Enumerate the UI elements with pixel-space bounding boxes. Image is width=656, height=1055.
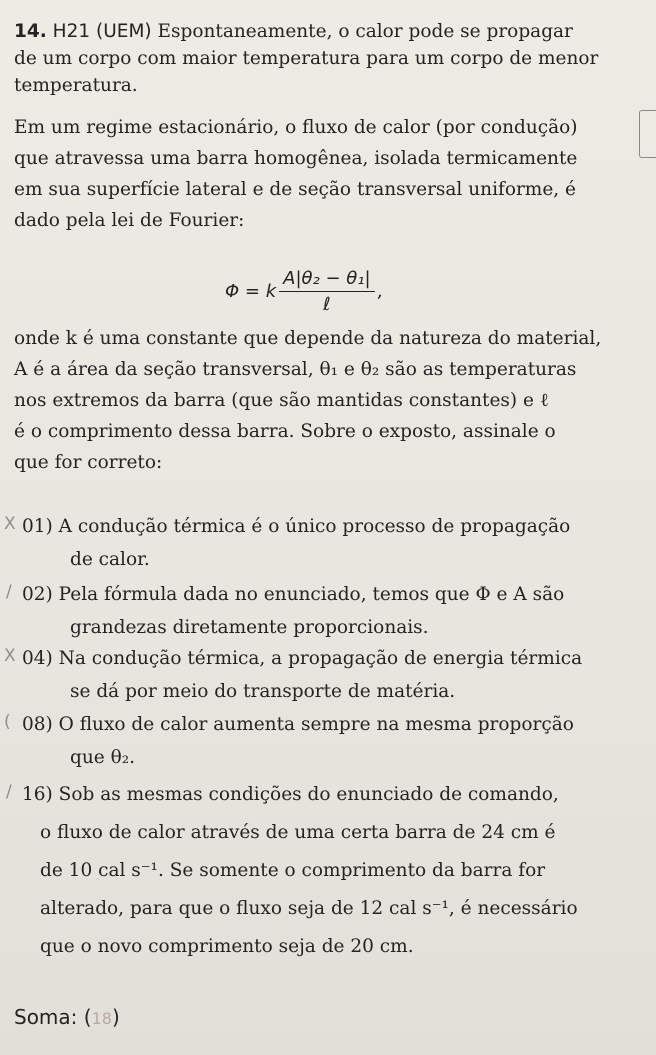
formula-fraction	[279, 268, 374, 315]
formula-numerator: A|θ₂ − θ₁|	[279, 268, 374, 292]
handwritten-mark-04: X	[4, 646, 16, 666]
alternative-line: se dá por meio do transporte de matéria.	[70, 681, 456, 702]
alternative-01[interactable]	[22, 510, 637, 576]
alternative-code: 08)	[22, 714, 53, 735]
soma-value: 18	[91, 1009, 112, 1028]
alternative-line: A condução térmica é o único processo de propagação	[58, 516, 571, 537]
soma-close-paren: )	[111, 1005, 120, 1029]
explanation-line-4: que for correto:	[14, 452, 163, 473]
alternative-02[interactable]	[22, 578, 637, 644]
question-header	[14, 18, 644, 99]
handwritten-mark-02: /	[6, 582, 12, 602]
alternative-line: Na condução térmica, a propagação de energia térmica	[58, 648, 583, 669]
alternative-line: alterado, para que o fluxo seja de 12 cal s⁻¹, é necessário	[40, 898, 578, 919]
handwritten-mark-08: (	[4, 712, 11, 732]
alternative-08[interactable]	[22, 708, 637, 774]
fourier-paragraph	[14, 112, 639, 236]
soma-label: Soma:	[14, 1005, 78, 1029]
alternative-line: que θ₂.	[70, 747, 136, 768]
alternative-line: Sob as mesmas condições do enunciado de comando,	[58, 784, 559, 805]
intro-line-0: Espontaneamente, o calor pode se propagar	[157, 21, 573, 42]
fourier-formula	[225, 268, 383, 315]
formula-trailing: ,	[377, 281, 384, 302]
alternative-line: que o novo comprimento seja de 20 cm.	[40, 936, 414, 957]
explanation-line-2: nos extremos da barra (que são mantidas constantes) e ℓ	[14, 390, 549, 411]
page-edge-tab	[639, 110, 656, 158]
paragraph-line-3: dado pela lei de Fourier:	[14, 210, 245, 231]
alternative-line: O fluxo de calor aumenta sempre na mesma proporção	[58, 714, 574, 735]
handwritten-mark-16: /	[6, 782, 12, 802]
alternative-line: de calor.	[70, 549, 150, 570]
alternative-code: 01)	[22, 516, 53, 537]
alternative-line: o fluxo de calor através de uma certa barra de 24 cm é	[40, 822, 556, 843]
soma-answer[interactable]	[14, 1005, 120, 1029]
alternative-code: 04)	[22, 648, 53, 669]
explanation-paragraph	[14, 323, 639, 478]
alternative-16[interactable]	[22, 776, 637, 966]
soma-open-paren: (	[83, 1005, 92, 1029]
alternative-line: grandezas diretamente proporcionais.	[70, 617, 429, 638]
intro-line-2: temperatura.	[14, 75, 138, 96]
intro-line-1: de um corpo com maior temperatura para um corpo de menor	[14, 48, 599, 69]
alternative-line: Pela fórmula dada no enunciado, temos que Φ e A são	[58, 584, 565, 605]
question-code: H21 (UEM)	[52, 21, 152, 42]
paragraph-line-1: que atravessa uma barra homogênea, isolada termicamente	[14, 148, 578, 169]
handwritten-mark-01: X	[4, 514, 16, 534]
explanation-line-1: A é a área da seção transversal, θ₁ e θ₂ são as temperaturas	[14, 359, 577, 380]
explanation-line-3: é o comprimento dessa barra. Sobre o exposto, assinale o	[14, 421, 556, 442]
explanation-line-0: onde k é uma constante que depende da natureza do material,	[14, 328, 602, 349]
alternative-04[interactable]	[22, 642, 637, 708]
paragraph-line-0: Em um regime estacionário, o fluxo de calor (por condução)	[14, 117, 578, 138]
paragraph-line-2: em sua superfície lateral e de seção transversal uniforme, é	[14, 179, 577, 200]
alternative-code: 02)	[22, 584, 53, 605]
alternative-code: 16)	[22, 784, 53, 805]
formula-denominator: ℓ	[323, 294, 331, 315]
formula-lhs: Φ = k	[225, 281, 277, 302]
question-number: 14.	[14, 21, 47, 42]
alternative-line: de 10 cal s⁻¹. Se somente o comprimento da barra for	[40, 860, 546, 881]
